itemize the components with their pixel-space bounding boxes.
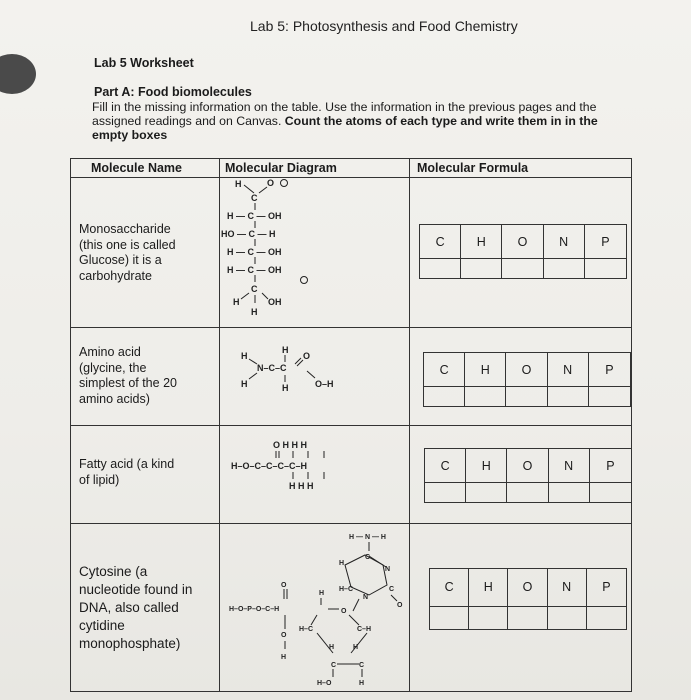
atom-label: P — [589, 353, 630, 387]
svg-text:H: H — [241, 379, 248, 389]
svg-text:H: H — [353, 644, 359, 651]
svg-text:O: O — [303, 351, 311, 361]
svg-text:O: O — [341, 608, 347, 615]
svg-text:H: H — [251, 307, 258, 317]
svg-text:C: C — [251, 284, 258, 294]
count-box[interactable] — [424, 387, 465, 406]
svg-text:O H H H: O H H H — [273, 440, 308, 450]
count-box[interactable] — [420, 259, 461, 278]
glucose-diagram — [221, 175, 407, 327]
svg-text:H–C: H–C — [299, 626, 314, 633]
svg-text:H: H — [359, 680, 365, 687]
svg-text:HO — C — H: HO — C — H — [221, 229, 276, 239]
svg-text:C: C — [331, 662, 337, 669]
svg-text:H: H — [281, 654, 287, 661]
atom-label: H — [465, 353, 506, 387]
atom-label: P — [587, 569, 626, 607]
count-box[interactable] — [548, 607, 587, 630]
count-box[interactable] — [461, 259, 502, 278]
count-box[interactable] — [508, 607, 547, 630]
atom-label: H — [469, 569, 508, 607]
count-box[interactable] — [465, 387, 506, 406]
svg-text:O: O — [267, 178, 275, 188]
count-box[interactable] — [502, 259, 543, 278]
instructions-text: Fill in the missing information on the table. Use the information in the previous pages and the assigned readings and on Canvas. — [92, 100, 597, 128]
atom-label: N — [548, 353, 589, 387]
count-box[interactable] — [589, 387, 630, 406]
svg-text:H H H: H H H — [289, 481, 314, 491]
count-box[interactable] — [585, 259, 626, 278]
svg-text:H — C — OH: H — C — OH — [227, 265, 282, 275]
svg-text:C: C — [359, 662, 365, 669]
glycine-formula-boxes — [423, 352, 631, 407]
count-box[interactable] — [587, 607, 626, 630]
svg-text:H: H — [235, 179, 242, 189]
instructions-emphasis: Count the atoms of each type and write them in in the empty boxes — [92, 114, 598, 142]
atom-label: P — [590, 449, 631, 483]
svg-text:H: H — [233, 297, 240, 307]
svg-text:H: H — [329, 644, 335, 651]
svg-text:O: O — [281, 582, 287, 589]
count-box[interactable] — [549, 483, 590, 502]
count-box[interactable] — [466, 483, 507, 502]
svg-text:H–O–P–O–C–H: H–O–P–O–C–H — [229, 606, 280, 613]
row-divider — [71, 425, 631, 426]
atom-label: C — [420, 225, 461, 259]
svg-text:N: N — [363, 594, 369, 601]
row-glycine-name: Amino acid (glycine, the simplest of the 20 amino acids) — [79, 345, 177, 406]
fatty-acid-formula-boxes — [424, 448, 632, 503]
atom-label: N — [548, 569, 587, 607]
atom-label: C — [430, 569, 469, 607]
glucose-formula-boxes — [419, 224, 627, 279]
count-box[interactable] — [430, 607, 469, 630]
page-title: Lab 5: Photosynthesis and Food Chemistry — [250, 18, 518, 34]
svg-text:O–H: O–H — [315, 379, 334, 389]
svg-text:C: C — [365, 554, 371, 561]
count-box[interactable] — [507, 483, 548, 502]
row-divider — [71, 523, 631, 524]
svg-text:C–H: C–H — [357, 626, 372, 633]
row-cytosine-name: Cytosine (a nucleotide found in DNA, also called cytidine monophosphate) — [79, 564, 193, 651]
cytosine-nucleotide-diagram — [221, 525, 431, 691]
svg-text:H — C — OH: H — C — OH — [227, 211, 282, 221]
row-divider — [71, 327, 631, 328]
binder-hole — [0, 54, 36, 94]
header-molecular-formula: Molecular Formula — [417, 161, 529, 175]
svg-text:O: O — [281, 632, 287, 639]
atom-label: N — [549, 449, 590, 483]
atom-label: C — [424, 353, 465, 387]
header-molecular-diagram: Molecular Diagram — [225, 161, 337, 175]
svg-text:H–O: H–O — [317, 680, 332, 687]
svg-text:H: H — [282, 383, 289, 393]
fatty-acid-diagram — [223, 437, 407, 497]
atom-label: C — [425, 449, 466, 483]
cytosine-formula-boxes — [429, 568, 627, 630]
count-box[interactable] — [469, 607, 508, 630]
count-box[interactable] — [548, 387, 589, 406]
svg-text:H: H — [241, 351, 248, 361]
svg-text:O: O — [397, 602, 403, 609]
svg-text:H: H — [339, 560, 345, 567]
svg-text:C: C — [251, 193, 258, 203]
header-molecule-name: Molecule Name — [91, 161, 183, 175]
svg-text:C: C — [389, 586, 395, 593]
atom-label: O — [506, 353, 547, 387]
atom-label: N — [544, 225, 585, 259]
svg-text:H — C — OH: H — C — OH — [227, 247, 282, 257]
part-title: Part A: Food biomolecules — [94, 85, 252, 99]
biomolecule-table — [70, 158, 632, 692]
atom-label: H — [466, 449, 507, 483]
svg-text:H–C: H–C — [339, 586, 354, 593]
worksheet-title: Lab 5 Worksheet — [94, 56, 194, 70]
atom-label: H — [461, 225, 502, 259]
atom-label: O — [502, 225, 543, 259]
instructions — [92, 100, 612, 142]
svg-text:H — N — H: H — N — H — [349, 534, 386, 541]
count-box[interactable] — [506, 387, 547, 406]
row-glucose-name: Monosaccharide (this one is called Glucose) it is a carbohydrate — [79, 222, 176, 283]
svg-text:N–C–C: N–C–C — [257, 363, 287, 373]
svg-text:H–O–C–C–C–C–H: H–O–C–C–C–C–H — [231, 461, 308, 471]
row-fatty-acid-name: Fatty acid (a kind of lipid) — [79, 457, 175, 487]
svg-text:H: H — [282, 345, 289, 355]
glycine-diagram — [221, 345, 407, 405]
atom-label: O — [508, 569, 547, 607]
count-box[interactable] — [425, 483, 466, 502]
atom-label: P — [585, 225, 626, 259]
count-box[interactable] — [544, 259, 585, 278]
count-box[interactable] — [590, 483, 631, 502]
atom-label: O — [507, 449, 548, 483]
svg-text:N: N — [385, 566, 391, 573]
svg-text:OH: OH — [268, 297, 282, 307]
svg-text:H: H — [319, 590, 325, 597]
